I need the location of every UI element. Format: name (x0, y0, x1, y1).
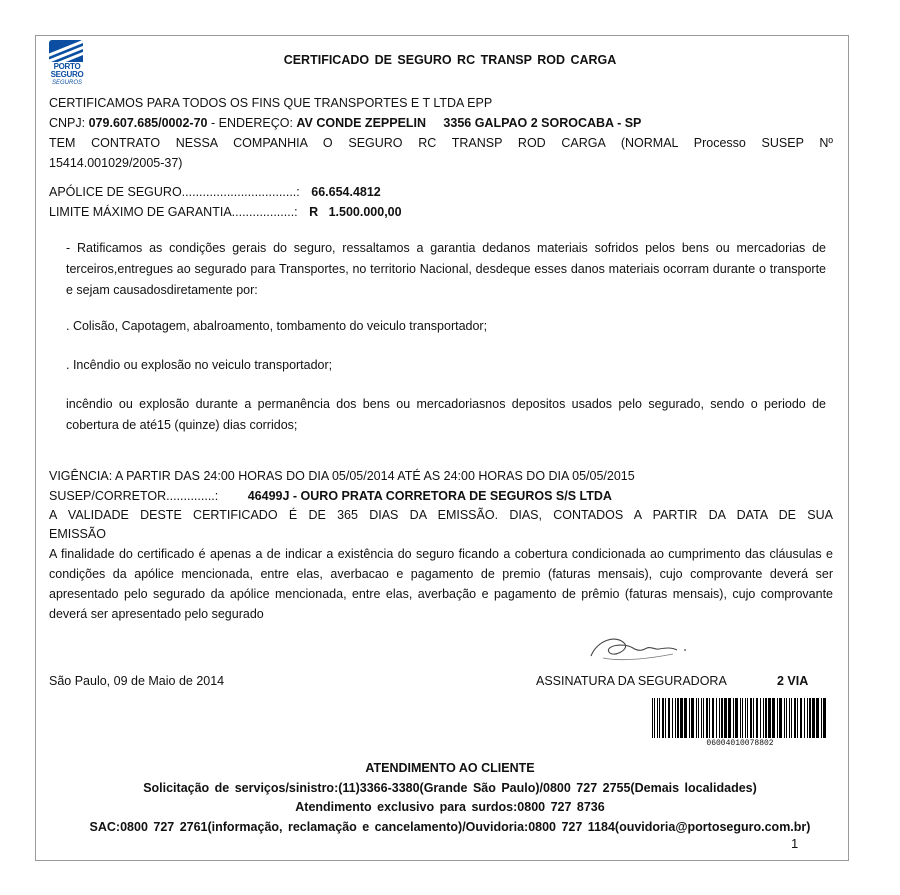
apolice-label: APÓLICE DE SEGURO.................................: (49, 185, 300, 199)
barcode-bar (672, 698, 673, 738)
logo-text-seguros: SEGUROS (51, 80, 82, 86)
barcode-bar (691, 698, 694, 738)
barcode-image (652, 698, 828, 738)
logo-text-porto: PORTO (53, 62, 81, 71)
barcode-bar (779, 698, 782, 738)
barcode-bar (740, 698, 741, 738)
barcode-bar (698, 698, 699, 738)
barcode-bar (709, 698, 710, 738)
clause-intro: - Ratificamos as condições gerais do seguro, ressaltamos a garantia dedanos materiais sofridos pelos bens ou mercadorias de terceiros,entregues ao segurado para Transportes, no territorio Nacional, desdeque esses danos materiais ocorram durante o transporte e sejam causadosdiretamente por: (66, 241, 826, 297)
barcode-bar (745, 698, 746, 738)
barcode-bar (735, 698, 738, 738)
barcode-bar (812, 698, 815, 738)
barcode-bar (809, 698, 811, 738)
barcode-bar (675, 698, 676, 738)
barcode-bar (703, 698, 704, 738)
barcode-bar (753, 698, 754, 738)
barcode-bar (701, 698, 702, 738)
barcode-bar (823, 698, 826, 738)
barcode-bar (777, 698, 778, 738)
barcode-bar (696, 698, 697, 738)
barcode-bar (712, 698, 714, 738)
atendimento-line-2: Atendimento exclusivo para surdos:0800 727 8736 (295, 800, 605, 814)
barcode-bar (791, 698, 792, 738)
endereco-label: - ENDEREÇO: (210, 116, 293, 130)
barcode-bar (684, 698, 687, 738)
barcode-bar (821, 698, 822, 738)
barcode-bar (742, 698, 743, 738)
barcode-bar (772, 698, 775, 738)
barcode-bar (662, 698, 664, 738)
barcode-bar (721, 698, 723, 738)
barcode-bar (804, 698, 805, 738)
susep-label: SUSEP/CORRETOR..............: (49, 489, 219, 503)
atendimento-line-1: Solicitação de serviços/sinistro:(11)3366-3380(Grande São Paulo)/0800 727 2755(Demais localidades) (143, 781, 757, 795)
signature-label: ASSINATURA DA SEGURADORA (536, 674, 727, 688)
limite-line (49, 202, 402, 222)
cnpj-value: 079.607.685/0002-70 (88, 116, 208, 130)
barcode-bar (789, 698, 790, 738)
barcode-bar (652, 698, 653, 738)
barcode-bar (784, 698, 785, 738)
apolice-value: 66.654.4812 (311, 185, 381, 199)
atendimento-line-3: SAC:0800 727 2761(informação, reclamação e cancelamento)/Ouvidoria:0800 727 1184(ouvidoria@portoseguro.com.br) (89, 820, 811, 834)
barcode-bar (763, 698, 764, 738)
validade-line: A VALIDADE DESTE CERTIFICADO É DE 365 DIAS DA EMISSÃO. DIAS, CONTADOS A PARTIR DA DATA DE SUA (49, 508, 833, 522)
cnpj-line (49, 113, 641, 133)
barcode-bar (665, 698, 666, 738)
barcode-bar (760, 698, 761, 738)
barcode-bar (733, 698, 734, 738)
page-number: 1 (791, 836, 799, 851)
barcode-bar (750, 698, 752, 738)
endereco-value: AV CONDE ZEPPELIN 3356 GALPAO 2 SOROCABA - SP (296, 116, 642, 130)
barcode-bar (768, 698, 771, 738)
vigencia-line: VIGÊNCIA: A PARTIR DAS 24:00 HORAS DO DIA 05/05/2014 ATÉ AS 24:00 HORAS DO DIA 05/05/2015 (49, 469, 635, 483)
barcode-bar (800, 698, 802, 738)
signature-image (583, 628, 693, 668)
clause-item-1: . Colisão, Capotagem, abalroamento, tombamento do veiculo transportador; (66, 319, 488, 333)
susep-process-line: 15414.001029/2005-37) (49, 156, 183, 170)
clause-item-3: incêndio ou explosão durante a permanência dos bens ou mercadoriasnos depositos usados pelo segurado, sendo o periodo de cobertura de até15 (quinze) dias corridos; (66, 397, 826, 432)
cnpj-label: CNPJ: (49, 116, 86, 130)
barcode-bar (706, 698, 708, 738)
barcode-bar (765, 698, 767, 738)
barcode-bar (659, 698, 660, 738)
barcode-bar (689, 698, 690, 738)
logo-text-seguro: SEGURO (50, 70, 84, 79)
certify-line: CERTIFICAMOS PARA TODOS OS FINS QUE TRANSPORTES E T LTDA EPP (49, 96, 493, 110)
barcode-bar (654, 698, 655, 738)
susep-line (49, 486, 612, 506)
barcode-bar (794, 698, 796, 738)
barcode-bar (668, 698, 670, 738)
barcode-bar (807, 698, 808, 738)
barcode-number: 06004010078802 (706, 739, 774, 748)
barcode-bar (719, 698, 720, 738)
apolice-line (49, 182, 381, 202)
barcode-bar (747, 698, 748, 738)
via-label: 2 VIA (777, 674, 809, 688)
validade-line-2: EMISSÃO (49, 527, 106, 541)
barcode-bar (756, 698, 758, 738)
susep-value: 46499J - OURO PRATA CORRETORA DE SEGUROS S/S LTDA (247, 489, 612, 503)
document-title: CERTIFICADO DE SEGURO RC TRANSP ROD CARGA (283, 53, 617, 67)
barcode-bar (786, 698, 787, 738)
finalidade-paragraph: A finalidade do certificado é apenas a de indicar a existência do seguro ficando a cobertura condicionada ao cumprimento das cláusulas e condições da apólice mencionada, entre elas, averbacao e pagamento de premio (faturas mensais), cujo comprovante deverá ser apresentado pelo segurado da apólice mencionada, entre elas, averbação e pagamento de prêmio (faturas mensais), cujo comprovante deverá ser apresentado pelo segurado (49, 547, 833, 621)
barcode-bar (657, 698, 658, 738)
limite-label: LIMITE MÁXIMO DE GARANTIA..................: (49, 205, 298, 219)
barcode-bar (680, 698, 683, 738)
barcode-bar (724, 698, 727, 738)
atendimento-title: ATENDIMENTO AO CLIENTE (365, 761, 535, 775)
place-date: São Paulo, 09 de Maio de 2014 (49, 674, 225, 688)
barcode-bar (677, 698, 679, 738)
limite-value: R 1.500.000,00 (309, 205, 402, 219)
barcode-bar (797, 698, 798, 738)
barcode-bar (816, 698, 819, 738)
contract-line: TEM CONTRATO NESSA COMPANHIA O SEGURO RC TRANSP ROD CARGA (NORMAL Processo SUSEP Nº (49, 136, 833, 150)
clause-item-2: . Incêndio ou explosão no veiculo transportador; (66, 358, 333, 372)
barcode-bar (716, 698, 717, 738)
barcode-bar (728, 698, 731, 738)
